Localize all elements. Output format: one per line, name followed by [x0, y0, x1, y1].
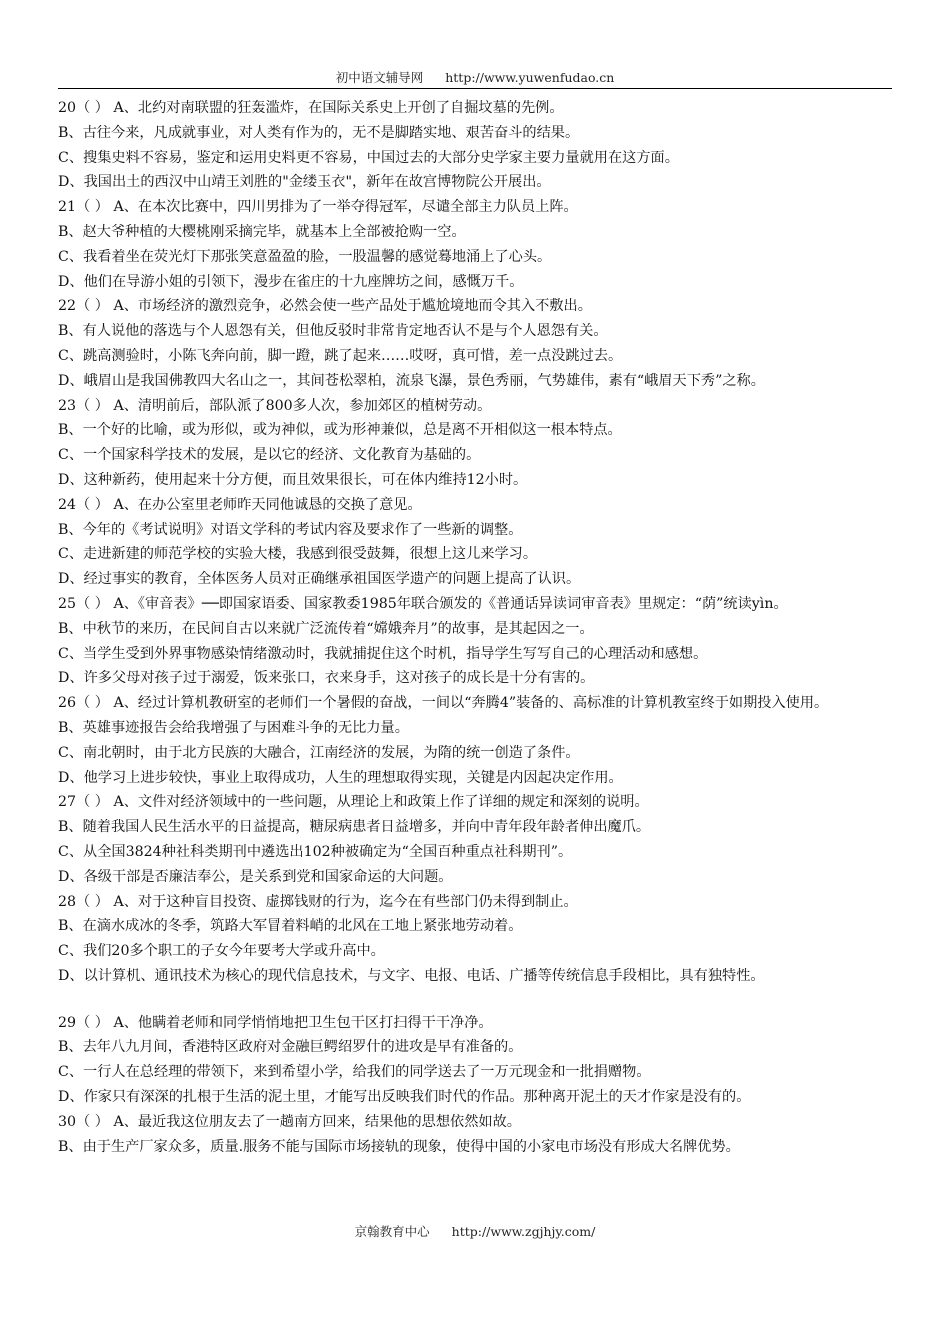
question-line: D、这种新药，使用起来十分方便，而且效果很长，可在体内维持12小时。: [58, 471, 528, 488]
question-list: [58, 96, 908, 1159]
page-header: [58, 68, 892, 86]
question-line: 20（ ） A、北约对南联盟的狂轰滥炸，在国际关系史上开创了自掘坟墓的先例。: [58, 100, 564, 116]
question-line: C、走进新建的师范学校的实验大楼，我感到很受鼓舞，很想上这儿来学习。: [58, 546, 538, 563]
question-line: C、我看着坐在荧光灯下那张笑意盈盈的脸，一股温馨的感觉蓦地涌上了心头。: [58, 248, 552, 265]
question-line: D、他们在导游小姐的引领下，漫步在雀庄的十九座牌坊之间，感慨万千。: [58, 273, 524, 290]
question-line: B、赵大爷种植的大樱桃刚采摘完毕，就基本上全部被抢购一空。: [58, 223, 466, 240]
header-site-name: 初中语文辅导网: [335, 70, 424, 85]
question-line: B、去年八九月间，香港特区政府对金融巨鳄绍罗什的进攻是早有准备的。: [58, 1039, 523, 1056]
question-line: C、当学生受到外界事物感染情绪激动时，我就捕捉住这个时机，指导学生写写自己的心理活动和感想。: [58, 645, 708, 662]
header-divider: [58, 88, 892, 89]
question-line: D、我国出土的西汉中山靖王刘胜的"金缕玉衣"，新年在故宫博物院公开展出。: [58, 174, 551, 191]
question-line: 25（ ） A、《审音表》──即国家语委、国家教委1985年联合颁发的《普通话异读词审音表》里规定：“荫”统读yìn。: [58, 595, 788, 612]
question-line: B、中秋节的来历，在民间自古以来就广泛流传着“嫦娥奔月”的故事，是其起因之一。: [58, 620, 594, 637]
question-line: B、由于生产厂家众多，质量.服务不能与国际市场接轨的现象，使得中国的小家电市场没有形成大名牌优势。: [58, 1138, 740, 1155]
question-line: 30（ ） A、最近我这位朋友去了一趟南方回来，结果他的思想依然如故。: [58, 1113, 521, 1130]
question-line: 23（ ） A、清明前后，部队派了800多人次，参加郊区的植树劳动。: [58, 397, 492, 414]
question-line: 28（ ） A、对于这种盲目投资、虚掷钱财的行为，迄今在有些部门仍未得到制止。: [58, 893, 578, 910]
question-line: B、今年的《考试说明》对语文学科的考试内容及要求作了一些新的调整。: [58, 521, 523, 538]
footer-url: http://www.zgjhjy.com/: [451, 1224, 596, 1239]
question-line: D、他学习上进步较快，事业上取得成功，人生的理想取得实现，关键是内因起决定作用。: [58, 769, 623, 786]
question-line: C、从全国3824种社科类期刊中遴选出102种被确定为“全国百种重点社科期刊”。: [58, 843, 573, 860]
page-footer: [58, 1222, 892, 1240]
question-line: D、经过事实的教育，全体医务人员对正确继承祖国医学遗产的问题上提高了认识。: [58, 571, 581, 588]
header-url: http://www.yuwenfudao.cn: [445, 70, 615, 85]
question-line: B、在滴水成冰的冬季，筑路大军冒着料峭的北风在工地上紧张地劳动着。: [58, 918, 523, 935]
question-line: B、一个好的比喻，或为形似，或为神似，或为形神兼似，总是离不开相似这一根本特点。: [58, 422, 622, 439]
question-line: B、有人说他的落选与个人恩怨有关，但他反驳时非常肯定地否认不是与个人恩怨有关。: [58, 323, 608, 340]
question-line: C、一行人在总经理的带领下，来到希望小学，给我们的同学送去了一万元现金和一批捐赠物。: [58, 1064, 651, 1081]
question-line: D、作家只有深深的扎根于生活的泥土里，才能写出反映我们时代的作品。那种离开泥土的天才作家是没有的。: [58, 1089, 751, 1106]
question-line: B、古往今来，凡成就事业，对人类有作为的，无不是脚踏实地、艰苦奋斗的结果。: [58, 124, 580, 141]
question-line: C、我们20多个职工的子女今年要考大学或升高中。: [58, 943, 385, 960]
blank-line: [58, 989, 908, 1011]
question-line: C、跳高测验时，小陈飞奔向前，脚一蹬，跳了起来……哎呀，真可惜，差一点没跳过去。: [58, 347, 623, 364]
question-line: D、峨眉山是我国佛教四大名山之一，其间苍松翠柏，流泉飞瀑，景色秀丽，气势雄伟，素有“峨眉天下秀”之称。: [58, 372, 765, 389]
question-line: 24（ ） A、在办公室里老师昨天同他诚恳的交换了意见。: [58, 496, 422, 513]
question-line: D、以计算机、通讯技术为核心的现代信息技术，与文字、电报、电话、广播等传统信息手段相比，具有独特性。: [58, 967, 765, 984]
question-line: 27（ ） A、文件对经济领域中的一些问题，从理论上和政策上作了详细的规定和深刻的说明。: [58, 794, 649, 811]
question-line: C、一个国家科学技术的发展，是以它的经济、文化教育为基础的。: [58, 447, 481, 464]
question-line: B、随着我国人民生活水平的日益提高，糖尿病患者日益增多，并向中青年段年龄者伸出魔爪。: [58, 819, 651, 836]
footer-center-name: 京翰教育中心: [354, 1224, 430, 1239]
question-line: D、各级干部是否廉洁奉公，是关系到党和国家命运的大问题。: [58, 868, 453, 885]
question-line: B、英雄事迹报告会给我增强了与困难斗争的无比力量。: [58, 719, 409, 736]
question-line: D、许多父母对孩子过于溺爱，饭来张口，衣来身手，这对孩子的成长是十分有害的。: [58, 670, 595, 687]
question-line: 21（ ） A、在本次比赛中，四川男排为了一举夺得冠军，尽谴全部主力队员上阵。: [58, 199, 578, 216]
question-line: 22（ ） A、市场经济的激烈竞争，必然会使一些产品处于尴尬境地而令其入不敷出。: [58, 298, 592, 315]
question-line: C、搜集史料不容易，鉴定和运用史料更不容易，中国过去的大部分史学家主要力量就用在这方面。: [58, 149, 679, 166]
question-line: C、南北朝时，由于北方民族的大融合，江南经济的发展，为隋的统一创造了条件。: [58, 744, 580, 761]
question-line: 26（ ） A、经过计算机教研室的老师们一个暑假的奋战，一间以“奔腾4”装备的、高标准的计算机教室终于如期投入使用。: [58, 695, 829, 712]
question-line: 29（ ） A、他瞒着老师和同学悄悄地把卫生包干区打扫得干干净净。: [58, 1014, 493, 1031]
